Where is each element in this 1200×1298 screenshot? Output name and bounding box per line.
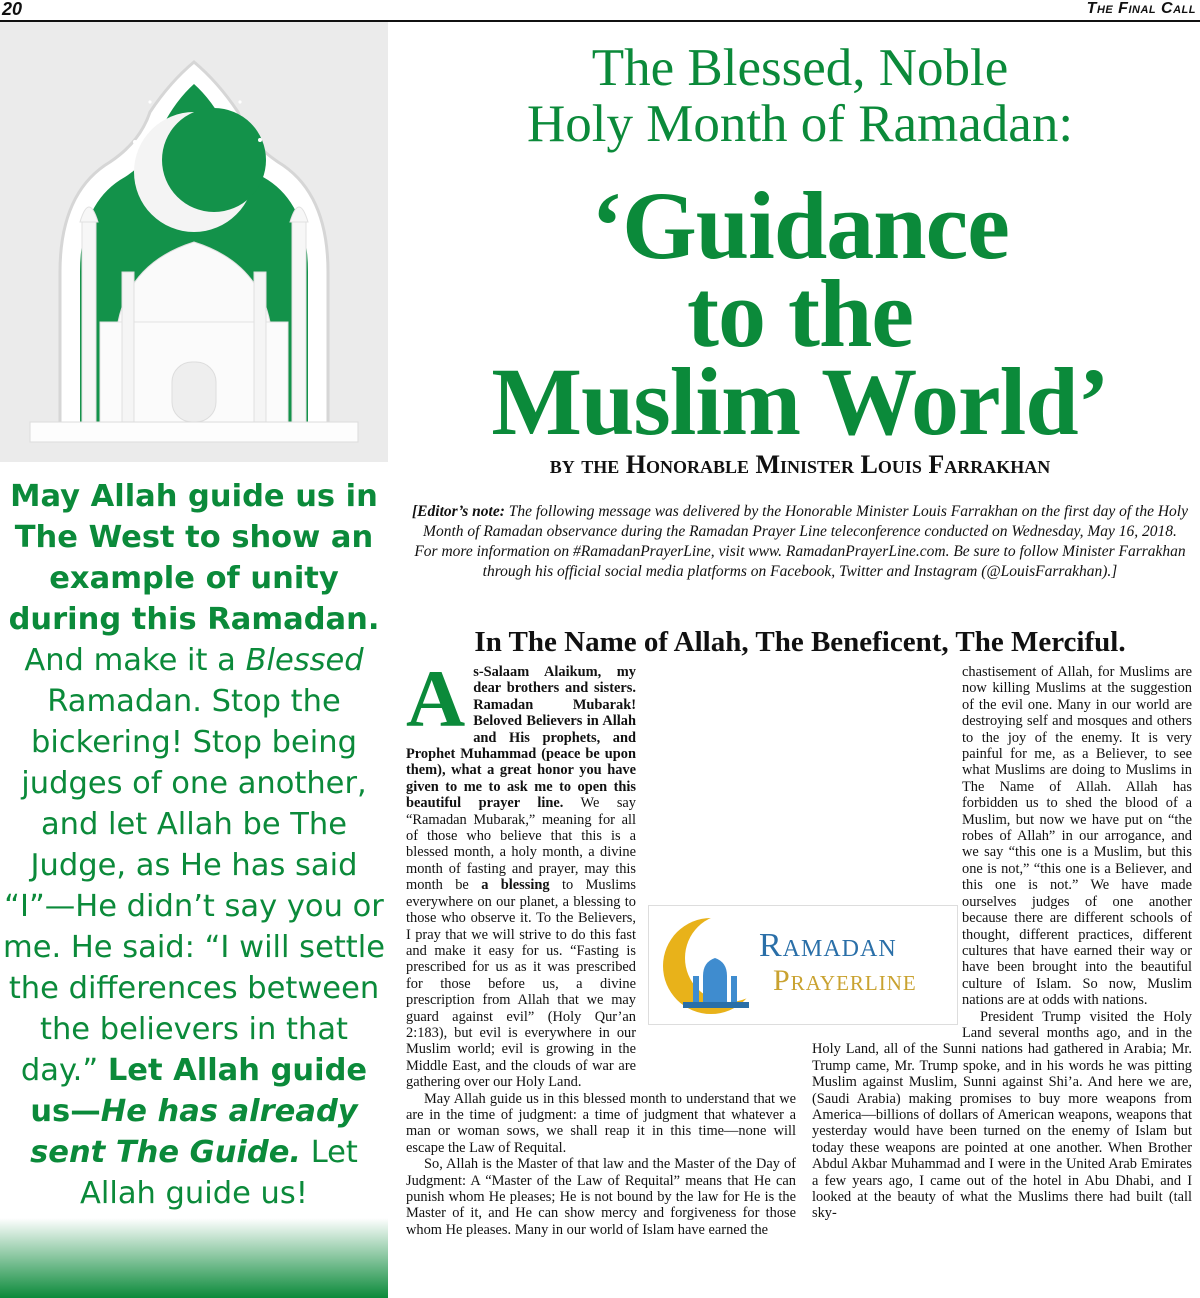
bismillah-heading: In The Name of Allah, The Beneficent, The Merciful. — [474, 626, 1126, 658]
paragraph-2: May Allah guide us in this blessed month to understand that we are in the time of judgment: a time of judgment that whatever a man or woman sows, we shall reap it in this time—none will escape the Law of Requital. — [406, 1090, 796, 1156]
crescent-mosque-icon — [653, 906, 763, 1024]
mosque-illustration-svg — [0, 22, 388, 462]
sidebar — [0, 22, 388, 1298]
logo-line-2: Prayerline — [773, 964, 917, 997]
drop-cap: A — [406, 664, 466, 744]
title-line-2: Holy Month of Ramadan: — [526, 95, 1074, 153]
article-subtitle — [400, 40, 1200, 152]
page-header — [0, 0, 1200, 22]
p1-text-a: We say “Ramadan Mubarak,” meaning for all of those who believe that this is a blessed month, a holy month, a divine month of fasting and prayer, may this month be — [406, 795, 636, 894]
quote-plain-3: Let Allah guide us! — [80, 1135, 358, 1211]
mosque-crescent-illustration — [0, 22, 388, 462]
sidebar-gradient — [0, 1218, 388, 1298]
editors-note-text: The following message was delivered by the Honorable Minister Louis Farrakhan on the first day of the Holy Month of Ramadan observance during the Ramadan Prayer Line teleconference conducted on Wednesday, May 16, 2018. For more information on #RamadanPrayerLine, visit www. RamadanPrayerLine.com. Be sure to follow Minister Farrakhan through his official social media platforms on Facebook, Twitter and Instagram (@LouisFarrakhan).] — [414, 503, 1188, 580]
byline: by the Honorable Minister Louis Farrakhan — [549, 450, 1051, 479]
p1-text-b: to Muslims everywhere on our planet, a blessing to those who observe it. To the Believers, I pray that we will strive to do this fast and make it easy for us. “Fasting is prescribed for us as it was prescribed for those before us, a divine prescription from Allah that we may guard against evil” (Holy Qur’an 2:183), but evil is everywhere in our Muslim world; evil is growing in the Middle East, and the clouds of war are gathering over our Holy Land. — [406, 877, 636, 1091]
quote-italic-1: Blessed — [245, 643, 364, 678]
quote-bold-italic: He has already sent The Guide. — [30, 1094, 358, 1170]
page-number: 20 — [2, 0, 23, 19]
ramadan-prayerline-logo — [648, 905, 958, 1025]
paragraph-4: chastisement of Allah, for Muslims are now killing Muslims at the suggestion of the evil one. Many in our world are destroying self and mosques and others to the joy of the enemy. It is very painful for me, as a Believer, to see what Muslims are doing to Muslims in The Name of Allah. Allah has forbidden us to shed the blood of a Muslim, but now we have put on “the robes of Allah” in our arrogance, and we say “this one is a Muslim, but this one is not,” “this one is a Believer, and this one is not.” We have made ourselves judges of one another because there are different schools of thought, different practices, different cultures that have earned their way or have been brought into the beautiful culture of Islam. So now, Muslim nations are at odds with nations. — [962, 664, 1192, 1009]
p1-bold-2: a blessing — [481, 877, 550, 894]
p1-bold: s-Salaam Alaikum, my dear brothers and sisters. Ramadan Mubarak! Beloved Believers in Allah and His prophets, and Prophet Muhammad (peace be upon them), what a great honor you have given to me to ask me to open this beautiful prayer line. — [406, 664, 636, 812]
logo-line-1: Ramadan — [759, 927, 897, 964]
logo-text — [759, 928, 917, 998]
quote-plain-1: And make it a — [24, 643, 236, 678]
quote-bold-1: May Allah guide us in The West to show an example of unity during this Ramadan. — [8, 479, 380, 637]
headline-line-2: to the — [687, 260, 913, 367]
headline-line-1: ‘Guidance — [591, 172, 1009, 279]
pull-quote — [0, 476, 388, 1214]
editors-note-label: [Editor’s note: — [412, 503, 505, 520]
headline-line-3: Muslim World’ — [491, 348, 1109, 455]
editors-note — [410, 502, 1190, 582]
paragraph-3: So, Allah is the Master of that law and the Master of the Day of Judgment: A “Master of the Law of Requital” means that He can punish whom He pleases; He is not bound by the law for He is the Master of it, and He can show mercy and forgiveness for those whom He pleases. Many in our world of Islam have earned the — [406, 1156, 796, 1238]
article-headline — [400, 172, 1200, 455]
publication-name: The Final Call — [1086, 0, 1196, 17]
quote-plain-2: Ramadan. Stop the bickering! Stop being judges of one another, and let Allah be The Judge, as He has said “I”—He didn’t say you or me. He said: “I will settle the differences between the believers in that day.” — [2, 684, 385, 1088]
paragraph-5: President Trump visited the Holy Land several months ago, and in the Holy Land, all of the Sunni nations had gathered in Arabia; Mr. Trump came, Mr. Trump spoke, and in his words he was pitting Muslim against Muslim, Sunni against Shi’a. And here we are, (Saudi Arabia) making promises to buy more weapons from America—billions of dollars of American weapons, weapons that yesterday would have been turned on the enemy of Islam but today these weapons are pointed at one another. When Brother Abdul Akbar Muhammad and I were in the United Arab Emirates a few years ago, I came out of the hotel in Abu Dhabi, and I looked at the beauty of what the Muslims there had built (tall sky- — [812, 1008, 1192, 1222]
title-line-1: The Blessed, Noble — [591, 39, 1009, 97]
quote-bold-2: Let Allah guide us— — [30, 1053, 368, 1129]
